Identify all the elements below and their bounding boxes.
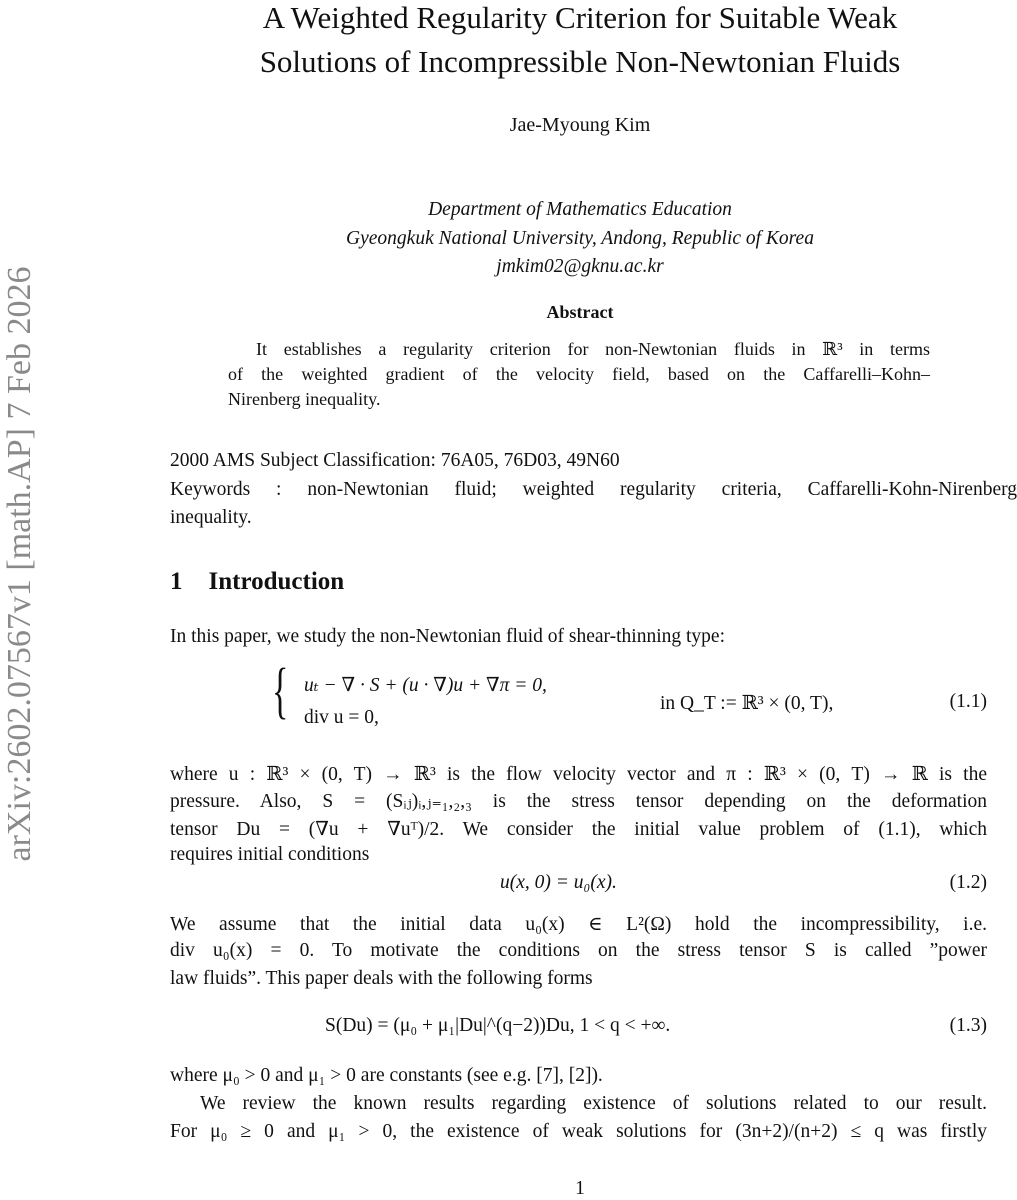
paragraph-line: In this paper, we study the non-Newtonian fluid of shear-thinning type: (170, 626, 725, 647)
left-brace: { (272, 657, 289, 725)
section-heading (170, 568, 344, 596)
paragraph-line: requires initial conditions (170, 844, 370, 865)
abstract-line: of the weighted gradient of the velocity field, based on the Caffarelli–Kohn– (228, 364, 930, 384)
section-number: 1 (170, 568, 183, 595)
equation-label-1-1: (1.1) (949, 691, 987, 712)
equation-1-2: u(x, 0) = u₀(x). (500, 872, 617, 893)
equation-label-1-3: (1.3) (949, 1015, 987, 1036)
equation-1-1-first: uₜ − ∇ · S + (u · ∇)u + ∇π = 0, (304, 675, 547, 696)
paragraph-line: We assume that the initial data u₀(x) ∈ L²(Ω) hold the incompressibility, i.e. (170, 914, 987, 935)
abstract-heading: Abstract (546, 302, 614, 322)
paragraph-line: where u : ℝ³ × (0, T) → ℝ³ is the flow velocity vector and π : ℝ³ × (0, T) → ℝ is the (170, 764, 987, 785)
abstract-line: It establishes a regularity criterion for non-Newtonian fluids in ℝ³ in terms (256, 339, 930, 359)
section-title: Introduction (208, 568, 345, 595)
abstract-line: Nirenberg inequality. (228, 389, 381, 409)
equation-label-1-2: (1.2) (949, 872, 987, 893)
paper-title-line-2: Solutions of Incompressible Non-Newtonian Fluids (259, 44, 901, 79)
keywords: Keywords : non-Newtonian fluid; weighted regularity criteria, Caffarelli-Kohn-Nirenberg (170, 479, 1017, 500)
arxiv-identifier: arXiv:2602.07567v1 [math.AP] 7 Feb 2026 (1, 266, 38, 862)
paragraph-line: tensor Du = (∇u + ∇uᵀ)/2. We consider the initial value problem of (1.1), which (170, 819, 987, 840)
paper-title-line-1: A Weighted Regularity Criterion for Suitable Weak (262, 0, 898, 35)
page-number: 1 (575, 1178, 585, 1199)
equation-1-3: S(Du) = (μ₀ + μ₁|Du|^(q−2))Du, 1 < q < +∞. (325, 1015, 671, 1036)
paragraph-line: We review the known results regarding existence of solutions related to our result. (200, 1093, 987, 1114)
author-email[interactable]: jmkim02@gknu.ac.kr (496, 256, 664, 277)
paragraph-line: law fluids”. This paper deals with the following forms (170, 968, 593, 989)
ams-classification: 2000 AMS Subject Classification: 76A05, 76D03, 49N60 (170, 450, 620, 471)
paragraph-line: pressure. Also, S = (Sᵢⱼ)ᵢ,ⱼ₌₁,₂,₃ is the stress tensor depending on the deformation (170, 791, 987, 812)
paragraph-line: For μ₀ ≥ 0 and μ₁ > 0, the existence of weak solutions for (3n+2)/(n+2) ≤ q was firstly (170, 1121, 987, 1142)
affiliation-university: Gyeongkuk National University, Andong, Republic of Korea (346, 228, 814, 249)
author: Jae-Myoung Kim (509, 114, 651, 136)
equation-1-1-second: div u = 0, (304, 707, 379, 728)
keywords-continued: inequality. (170, 507, 252, 528)
affiliation-department: Department of Mathematics Education (428, 199, 732, 220)
paragraph-line: div u₀(x) = 0. To motivate the conditions on the stress tensor S is called ”power (170, 940, 987, 961)
paragraph-line: where μ₀ > 0 and μ₁ > 0 are constants (see e.g. [7], [2]). (170, 1065, 603, 1086)
equation-1-1-domain: in Q_T := ℝ³ × (0, T), (660, 693, 834, 714)
